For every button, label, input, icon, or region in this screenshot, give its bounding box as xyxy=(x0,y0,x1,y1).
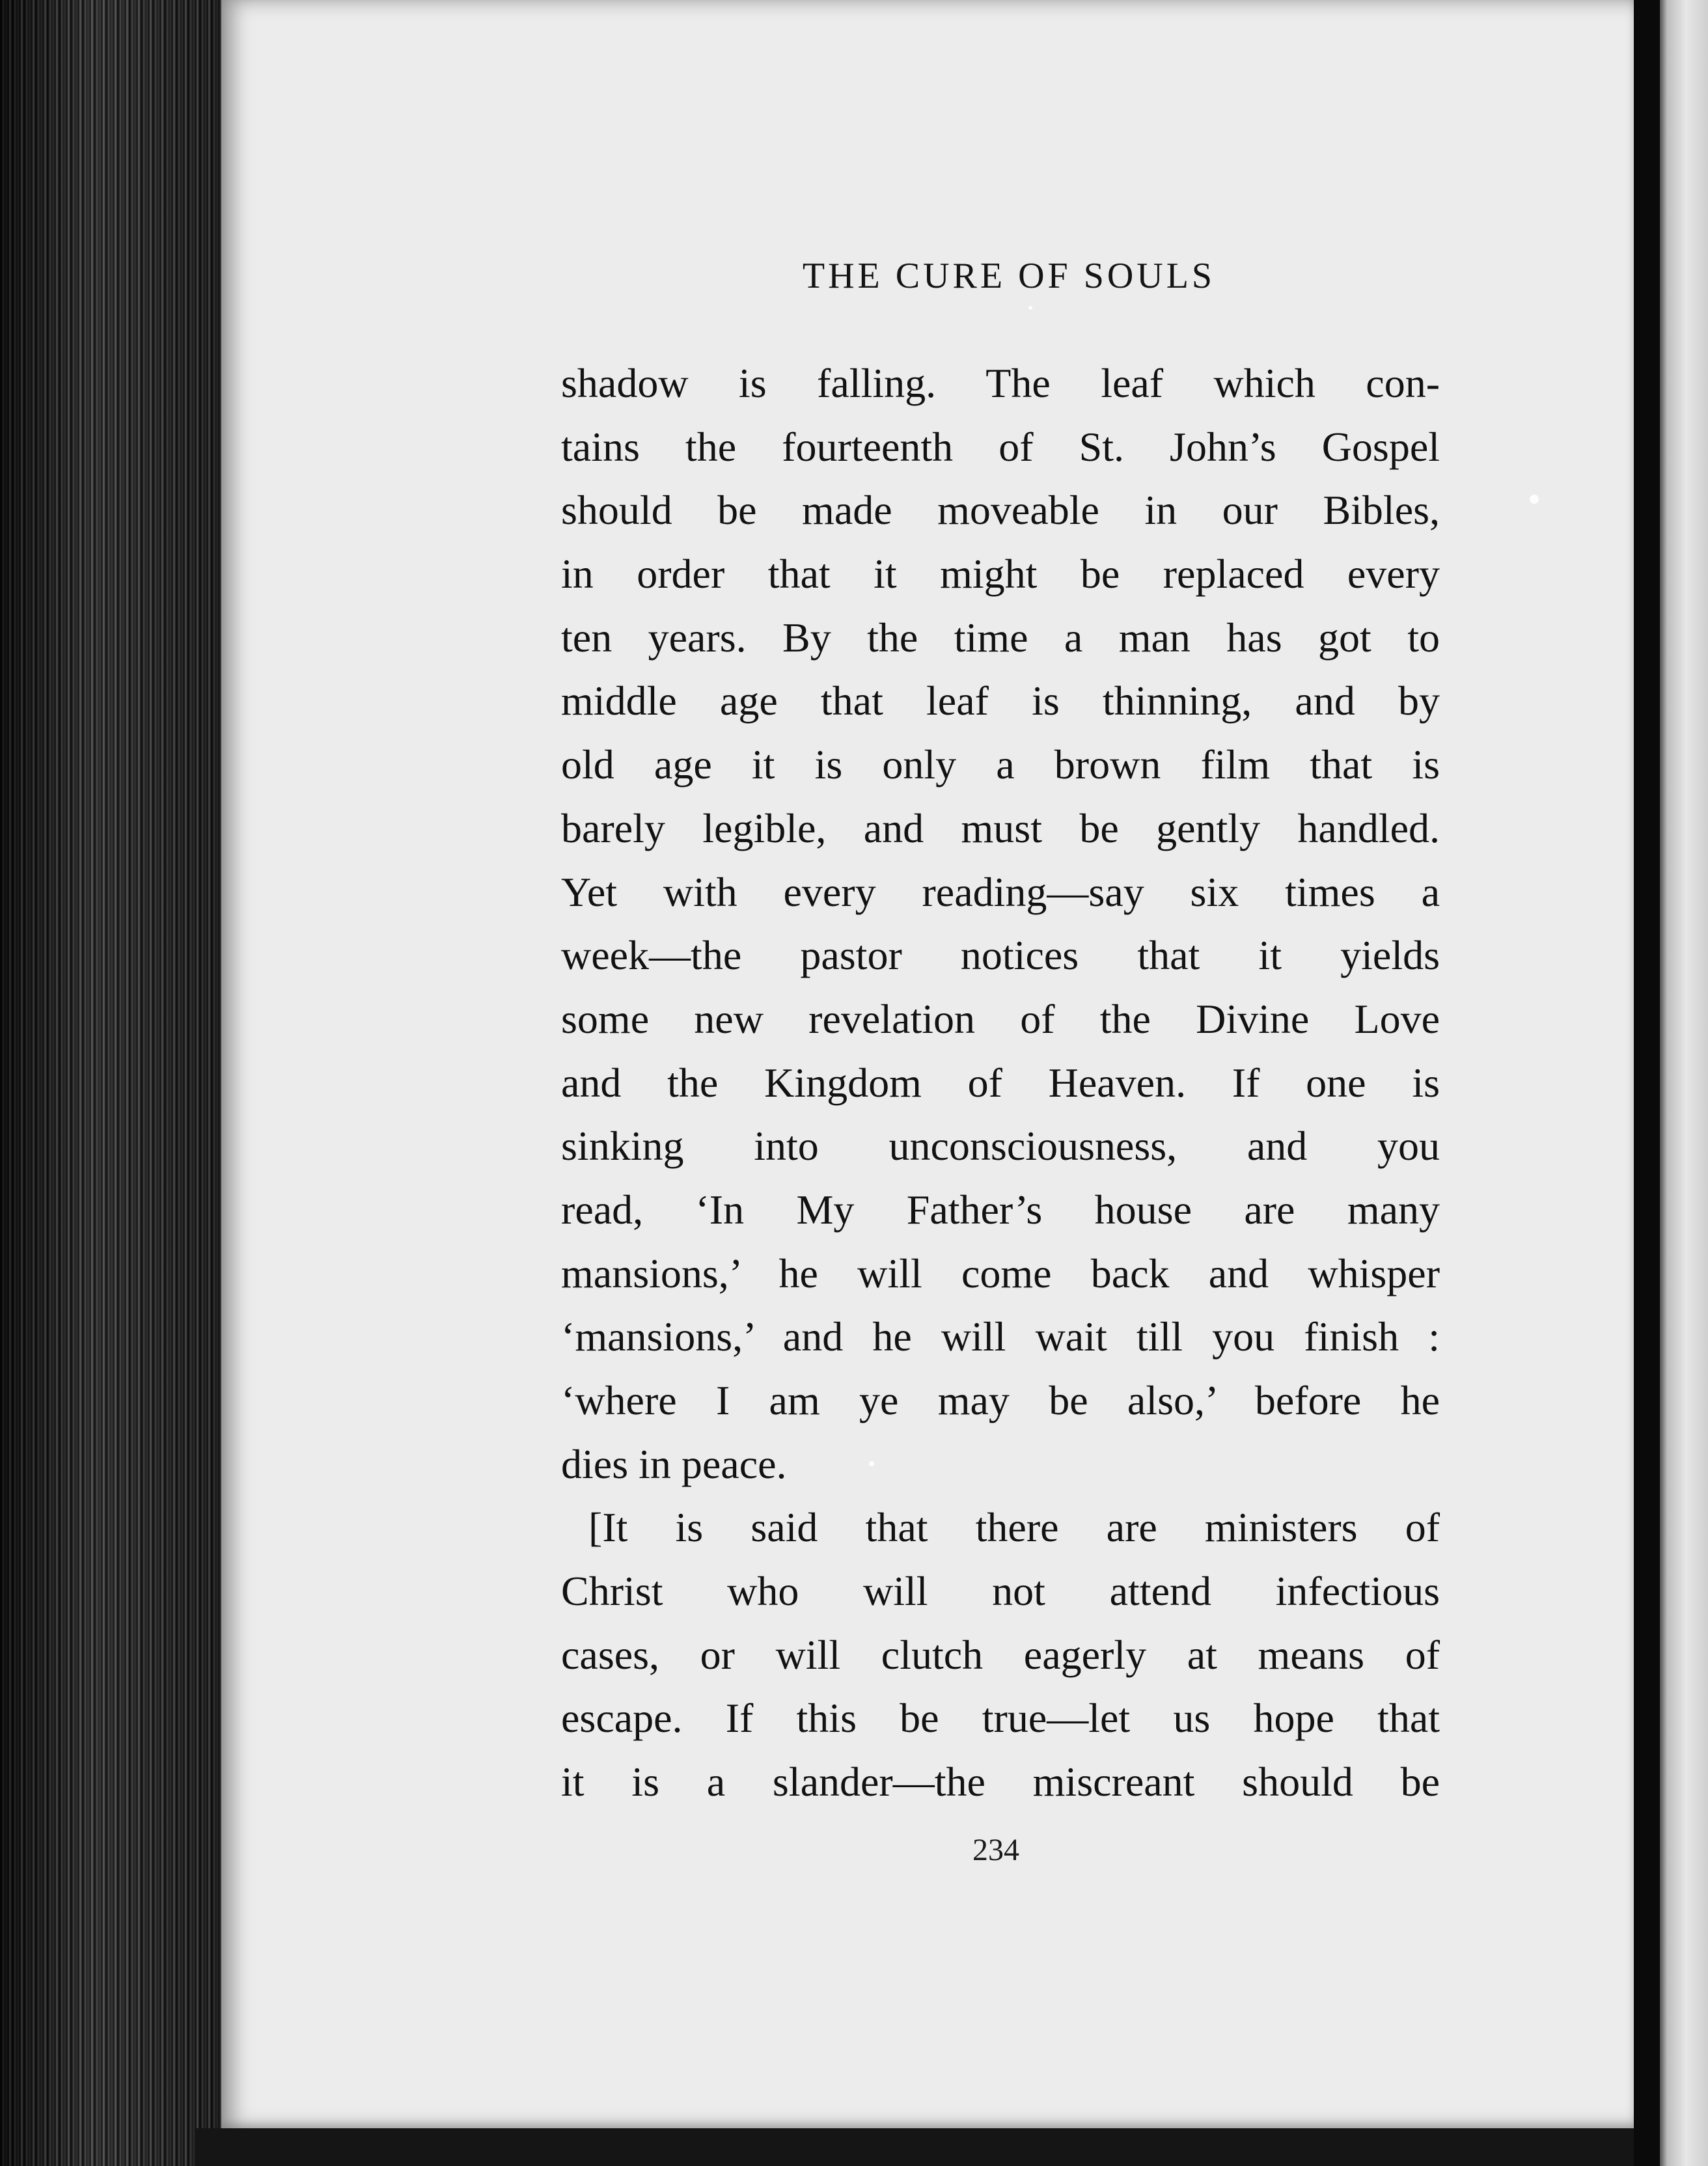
page-number: 234 xyxy=(972,1833,1019,1867)
text-line: Christ who will not attend infectious xyxy=(561,1568,1440,1615)
text-line: shadow is falling. The leaf which con- xyxy=(561,360,1440,406)
text-line: barely legible, and must be gently handled. xyxy=(561,804,1440,851)
text-line: [It is said that there are ministers of xyxy=(588,1504,1440,1551)
text-line: should be made moveable in our Bibles, xyxy=(561,487,1440,534)
scan-bottom-border xyxy=(195,2128,1634,2166)
paper-speck xyxy=(1028,306,1032,310)
text-line: and the Kingdom of Heaven. If one is xyxy=(561,1059,1440,1106)
text-line: it is a slander—the miscreant should be xyxy=(561,1759,1440,1805)
text-line: ten years. By the time a man has got to xyxy=(561,614,1440,661)
paragraph xyxy=(561,351,1440,1496)
text-line: week—the pastor notices that it yields xyxy=(561,932,1440,979)
body-text xyxy=(561,351,1440,1814)
paper-speck xyxy=(1530,495,1539,504)
text-line: old age it is only a brown film that is xyxy=(561,741,1440,788)
text-line: mansions,’ he will come back and whisper xyxy=(561,1250,1440,1296)
text-line: ‘where I am ye may be also,’ before he xyxy=(561,1377,1440,1423)
page-fore-edge xyxy=(0,0,234,2166)
text-line: in order that it might be replaced every xyxy=(561,551,1440,597)
facing-page-edge xyxy=(1634,0,1708,2166)
text-line: cases, or will clutch eagerly at means of xyxy=(561,1631,1440,1678)
text-line: ‘mansions,’ and he will wait till you finish : xyxy=(561,1313,1440,1360)
text-line: dies in peace. xyxy=(561,1440,787,1487)
text-line: escape. If this be true—let us hope that xyxy=(561,1695,1440,1742)
text-line: sinking into unconsciousness, and you xyxy=(561,1123,1440,1170)
text-line: middle age that leaf is thinning, and by xyxy=(561,678,1440,724)
text-line: Yet with every reading—say six times a xyxy=(561,868,1440,915)
paragraph xyxy=(561,1496,1440,1813)
text-line: tains the fourteenth of St. John’s Gospel xyxy=(561,423,1440,470)
running-head: THE CURE OF SOULS xyxy=(802,256,1216,296)
text-line: read, ‘In My Father’s house are many xyxy=(561,1186,1440,1233)
text-line: some new revelation of the Divine Love xyxy=(561,995,1440,1042)
